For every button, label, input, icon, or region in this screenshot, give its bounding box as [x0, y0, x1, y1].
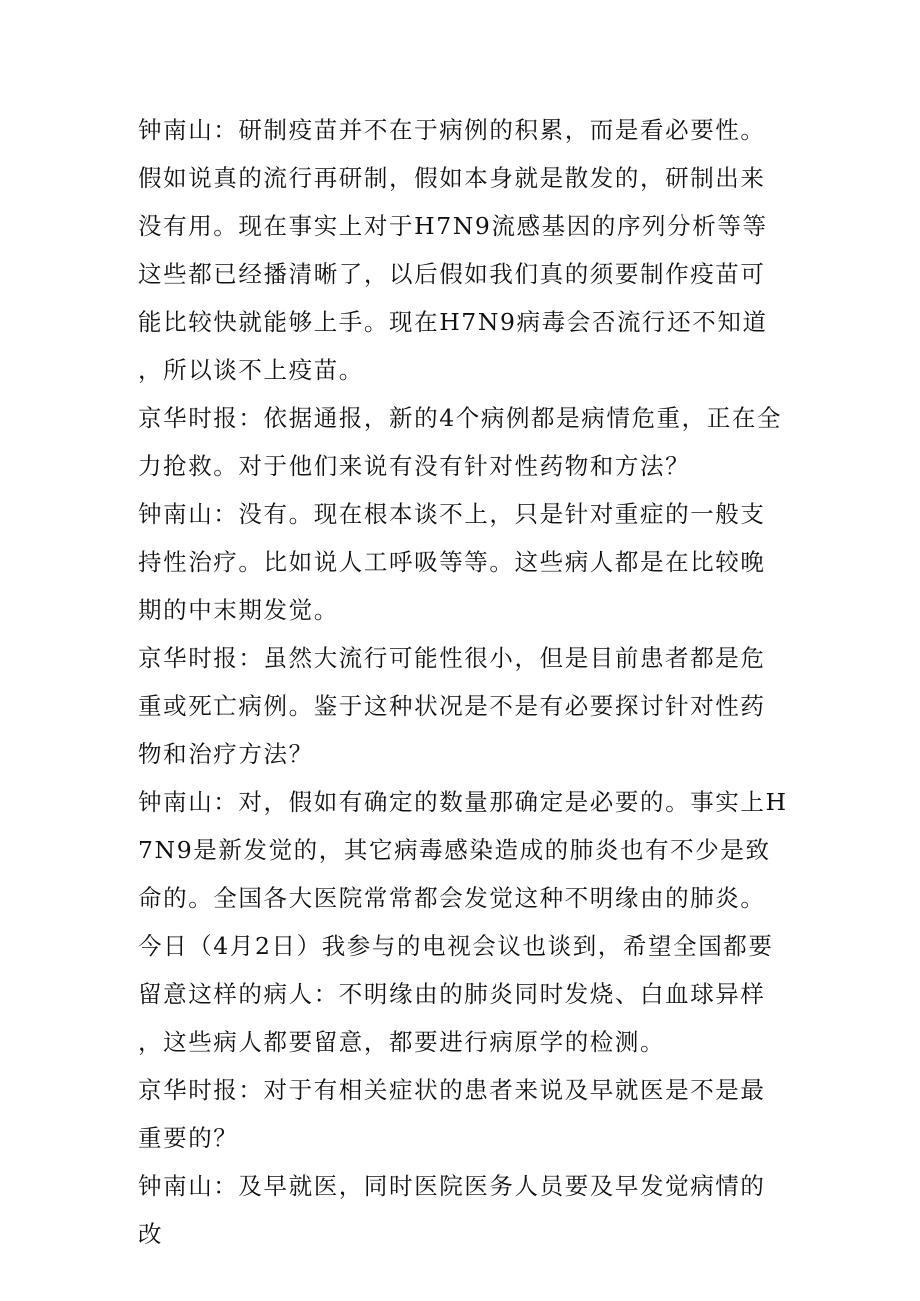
speaker-label: 钟南山：	[138, 1172, 239, 1200]
paragraph-2	[138, 394, 788, 490]
paragraph-text: 虽然大流行可能性很小，但是目前患者都是危重或死亡病例。鉴于这种状况是不是有必要探讨针对性药物和治疗方法？	[138, 644, 766, 768]
paragraph-6	[138, 1066, 788, 1162]
paragraph-text: 没有。现在根本谈不上，只是针对重症的一般支持性治疗。比如说人工呼吸等等。这些病人都是在比较晚期的中末期发觉。	[138, 500, 766, 624]
speaker-label: 钟南山：	[138, 500, 239, 528]
paragraph-7	[138, 1162, 788, 1258]
document-body	[138, 106, 788, 1258]
paragraph-text: 研制疫苗并不在于病例的积累，而是看必要性。假如说真的流行再研制，假如本身就是散发的，研制出来没有用。现在事实上对于H7N9流感基因的序列分析等等这些都已经播清晰了，以后假如我们真的须要制作疫苗可能比较快就能够上手。现在H7N9病毒会否流行还不知道，所以谈不上疫苗。	[138, 116, 768, 384]
speaker-label: 京华时报：	[138, 644, 264, 672]
paragraph-3	[138, 490, 788, 634]
paragraph-text: 对于有相关症状的患者来说及早就医是不是最重要的？	[138, 1076, 766, 1152]
paragraph-text: 及早就医，同时医院医务人员要及早发觉病情的改	[138, 1172, 766, 1248]
paragraph-4	[138, 634, 788, 778]
paragraph-5	[138, 778, 788, 1066]
speaker-label: 京华时报：	[138, 1076, 264, 1104]
speaker-label: 京华时报：	[138, 404, 264, 432]
paragraph-text: 对，假如有确定的数量那确定是必要的。事实上H7N9是新发觉的，其它病毒感染造成的肺炎也有不少是致命的。全国各大医院常常都会发觉这种不明缘由的肺炎。今日（4月2日）我参与的电视会议也谈到，希望全国都要留意这样的病人：不明缘由的肺炎同时发烧、白血球异样，这些病人都要留意，都要进行病原学的检测。	[138, 788, 788, 1056]
speaker-label: 钟南山：	[138, 788, 239, 816]
speaker-label: 钟南山：	[138, 116, 239, 144]
paragraph-1	[138, 106, 788, 394]
paragraph-text: 依据通报，新的4个病例都是病情危重，正在全力抢救。对于他们来说有没有针对性药物和方法？	[138, 404, 783, 480]
